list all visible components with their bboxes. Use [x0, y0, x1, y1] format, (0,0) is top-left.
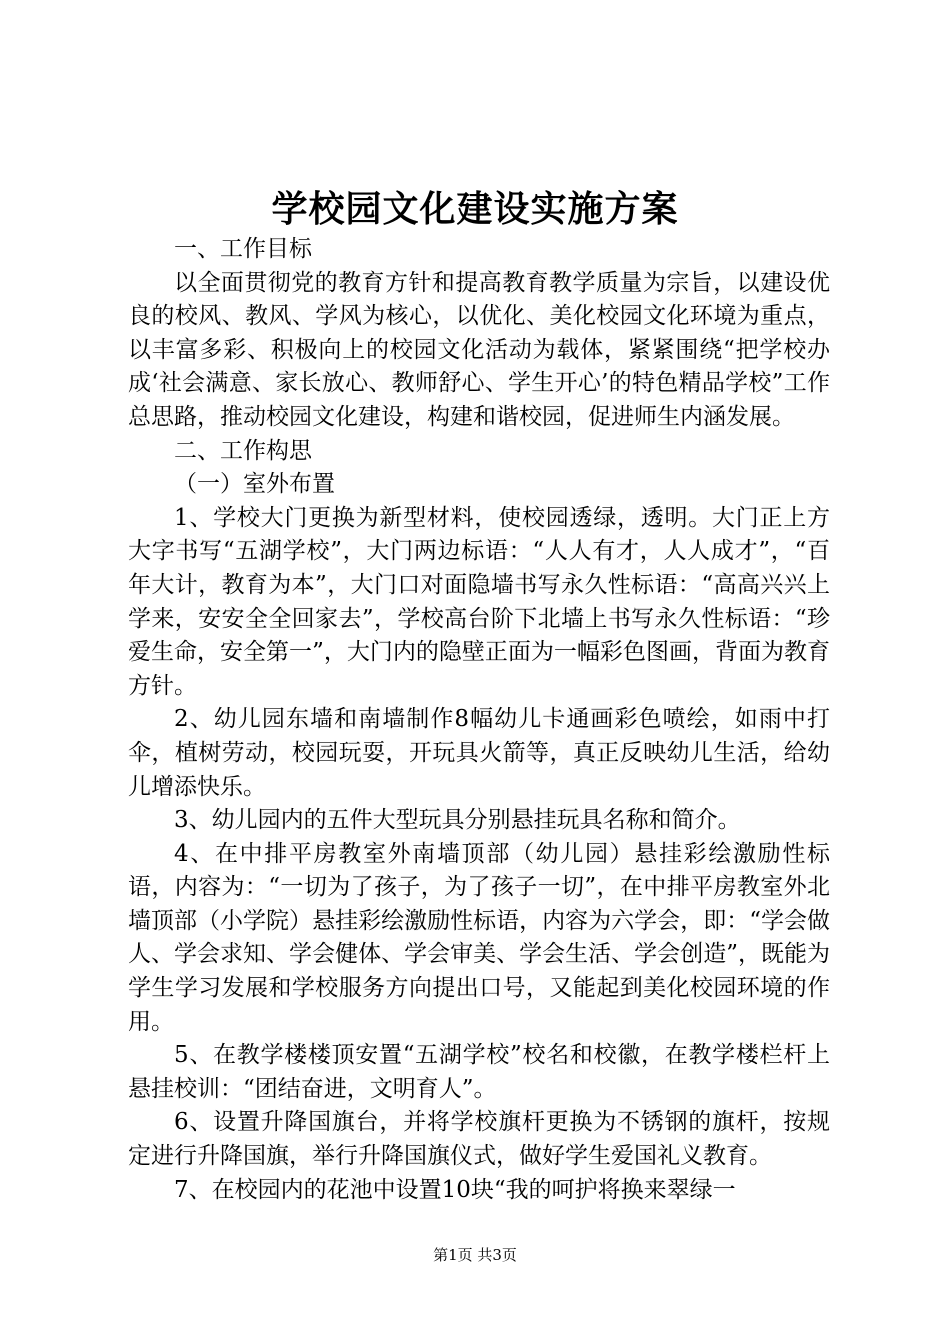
section-heading: 二、工作构思	[174, 437, 312, 464]
section-heading: 一、工作目标	[174, 236, 312, 262]
body-paragraph: 5、在教学楼楼顶安置“五湖学校”校名和校徽，在教学楼栏杆上悬挂校训：“团结奋进，文明育人”。	[128, 1042, 830, 1102]
document-body	[128, 233, 830, 1207]
subsection-heading: （一）室外布置	[174, 471, 335, 498]
body-paragraph: 3、幼儿园内的五件大型玩具分别悬挂玩具名称和简介。	[174, 807, 741, 834]
body-paragraph: 4、在中排平房教室外南墙顶部（幼儿园）悬挂彩绘激励性标语，内容为：“一切为了孩子，为了孩子一切”，在中排平房教室外北墙顶部（小学院）悬挂彩绘激励性标语，内容为六学会，即：“学会做人、学会求知、学会健体、学会审美、学会生活、学会创造”，既能为学生学习发展和学校服务方向提出口号，又能起到美化校园环境的作用。	[128, 840, 830, 1035]
document-title: 学校园文化建设实施方案	[271, 188, 679, 230]
body-paragraph: 1、学校大门更换为新型材料，使校园透绿，透明。大门正上方大字书写“五湖学校”，大门两边标语：“人人有才，人人成才”，“百年大计，教育为本”，大门口对面隐墙书写永久性标语：“高高兴兴上学来，安安全全回家去”，学校高台阶下北墙上书写永久性标语：“珍爱生命，安全第一”，大门内的隐壁正面为一幅彩色图画，背面为教育方针。	[128, 504, 830, 699]
body-paragraph: 以全面贯彻党的教育方针和提高教育教学质量为宗旨，以建设优良的校风、教风、学风为核心，以优化、美化校园文化环境为重点，以丰富多彩、积极向上的校园文化活动为载体，紧紧围绕“把学校办成‘社会满意、家长放心、教师舒心、学生开心’的特色精品学校”工作总思路，推动校园文化建设，构建和谐校园，促进师生内涵发展。	[128, 269, 830, 430]
body-paragraph: 6、设置升降国旗台，并将学校旗杆更换为不锈钢的旗杆，按规定进行升降国旗，举行升降国旗仪式，做好学生爱国礼义教育。	[128, 1109, 830, 1170]
body-paragraph: 2、幼儿园东墙和南墙制作8幅幼儿卡通画彩色喷绘，如雨中打伞，植树劳动，校园玩耍，开玩具火箭等，真正反映幼儿生活，给幼儿增添快乐。	[128, 706, 830, 800]
body-paragraph: 7、在校园内的花池中设置10块“我的呵护将换来翠绿一	[174, 1176, 736, 1203]
page-footer: 第1页 共3页	[433, 1246, 517, 1264]
